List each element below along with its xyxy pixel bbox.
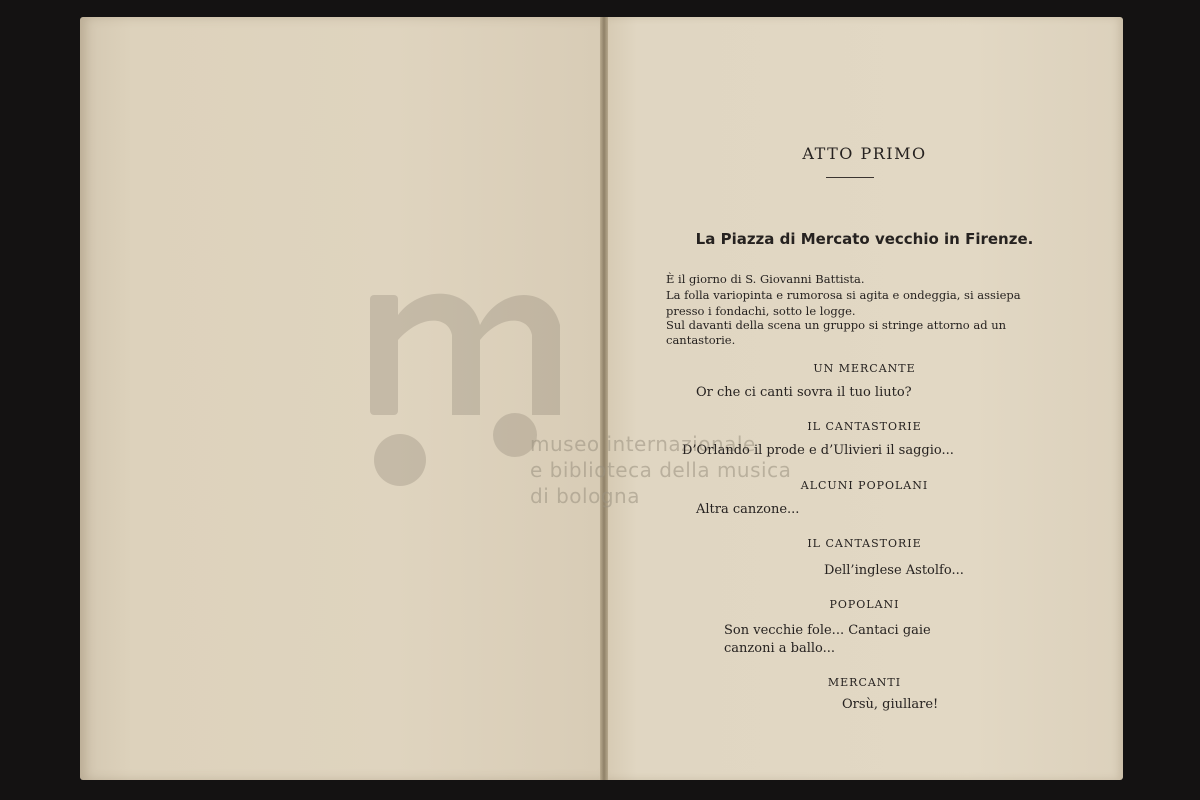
dialogue-line: Orsù, giullare! [842,697,939,712]
stage-direction-1: È il giorno di S. Giovanni Battista. [666,272,865,286]
dialogue-line: D’Orlando il prode e d’Ulivieri il saggio... [682,443,954,458]
watermark-line-1: museo internazionale [530,432,756,456]
title-rule [826,177,874,178]
speaker-label: POPOLANI [829,598,900,611]
dialogue-line: canzoni a ballo... [724,641,836,656]
speaker-label: IL CANTASTORIE [807,537,922,550]
stage-direction-2: La folla variopinta e rumorosa si agita e ondeggia, si assiepa [666,288,1021,302]
act-title: ATTO PRIMO [802,144,927,163]
speaker-label: UN MERCANTE [813,362,916,375]
speaker-label: ALCUNI POPOLANI [800,479,929,492]
scene-title: La Piazza di Mercato vecchio in Firenze. [695,230,1034,248]
watermark-line-2: e biblioteca della musica [530,458,792,482]
stage-direction-5: cantastorie. [666,333,736,347]
speaker-label: IL CANTASTORIE [807,420,922,433]
dialogue-line: Or che ci canti sovra il tuo liuto? [696,385,912,400]
speaker-label: MERCANTI [827,676,902,689]
dialogue-line: Altra canzone... [696,502,800,517]
watermark-line-3: di bologna [530,484,640,508]
dialogue-line: Dell’inglese Astolfo... [824,563,964,578]
dialogue-line: Son vecchie fole... Cantaci gaie [724,623,931,638]
stage-direction-4: Sul davanti della scena un gruppo si stringe attorno ad un [666,318,1007,332]
stage-direction-3: presso i fondachi, sotto le logge. [666,304,856,318]
